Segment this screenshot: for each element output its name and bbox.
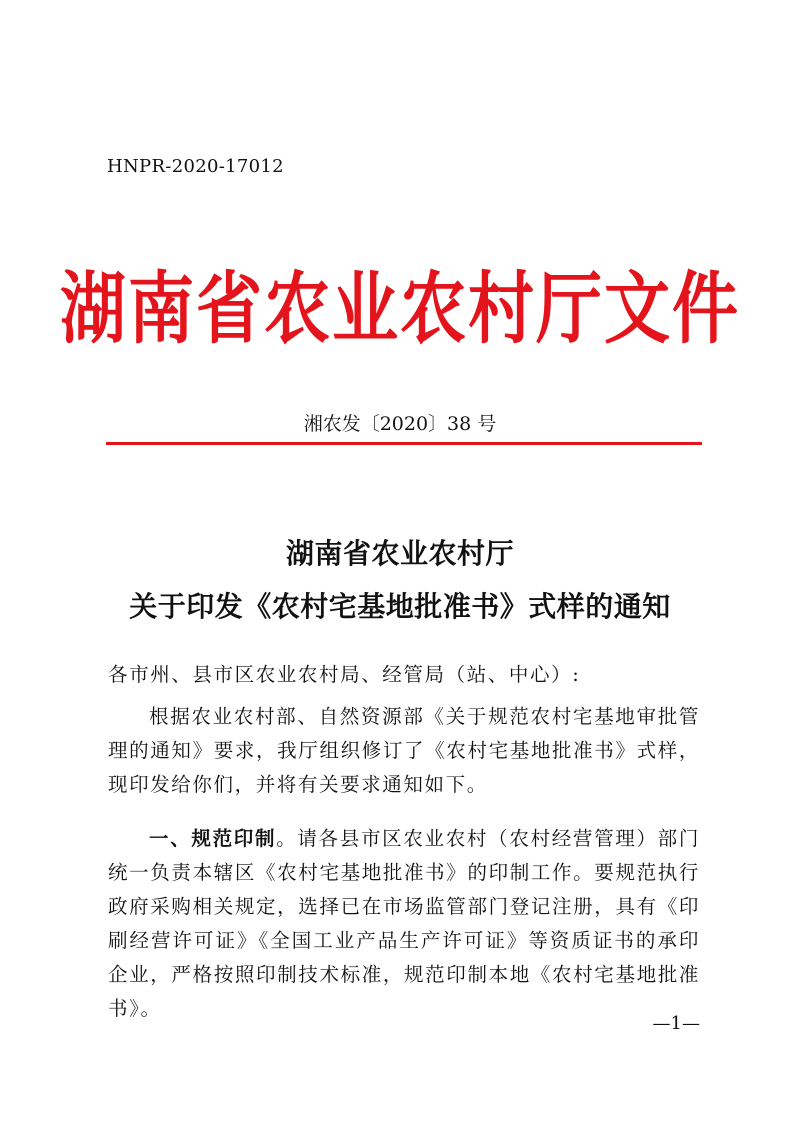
addressee: 各市州、县市区农业农村局、经管局（站、中心）: bbox=[108, 663, 581, 686]
issue-number: 湘农发〔2020〕38 号 bbox=[303, 413, 497, 435]
section-heading: 一、规范印制 bbox=[149, 827, 277, 850]
section-body: 。请各县市区农业农村（农村经营管理）部门统一负责本辖区《农村宅基地批准书》的印制工作。要规范执行政府采购相关规定，选择已在市场监管部门登记注册，具有《印刷经营许可证》《全国工业产品生产许可证》等资质证书的承印企业，严格按照印制技术标准，规范印制本地《农村宅基地批准书》。 bbox=[108, 827, 700, 1020]
notice-title-line1: 湖南省农业农村厅 bbox=[285, 537, 514, 570]
notice-title-line2: 关于印发《农村宅基地批准书》式样的通知 bbox=[129, 590, 671, 623]
header-red-divider bbox=[106, 442, 702, 445]
document-code: HNPR-2020-17012 bbox=[107, 156, 284, 177]
issuer-header-title: 湖南省农业农村厅文件 bbox=[60, 262, 740, 355]
paragraph-intro: 根据农业农村部、自然资源部《关于规范农村宅基地审批管理的通知》要求，我厅组织修订了《农村宅基地批准书》式样，现印发给你们，并将有关要求通知如下。 bbox=[108, 705, 700, 796]
paragraph-section-1 bbox=[108, 822, 700, 1026]
page-number: —1— bbox=[652, 1013, 700, 1034]
